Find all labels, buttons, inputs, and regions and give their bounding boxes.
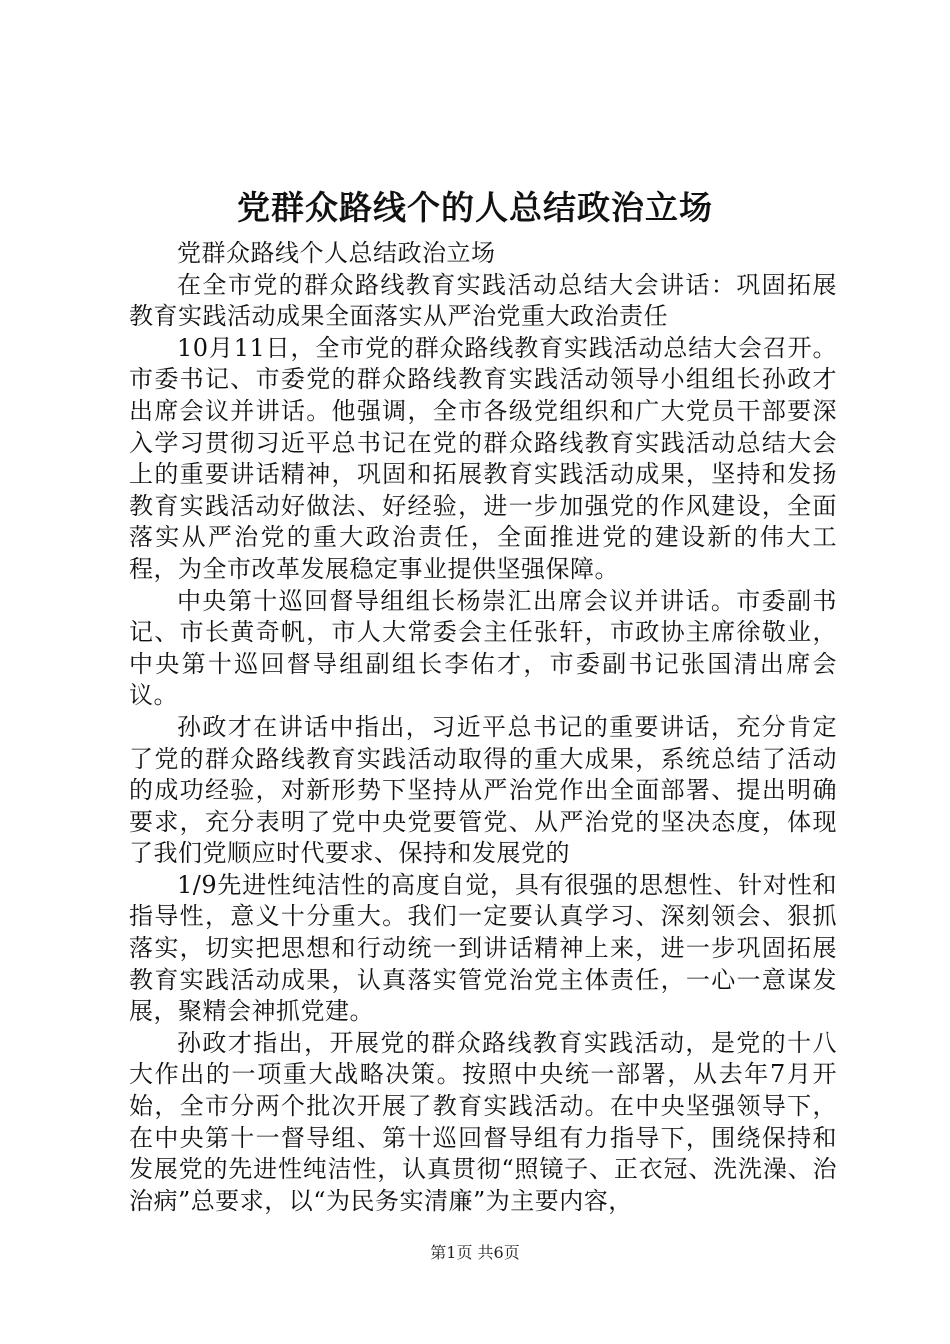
document-body xyxy=(129,238,837,1217)
document-title: 党群众路线个的人总结政治立场 xyxy=(237,188,713,227)
paragraph-activity-background: 孙政才指出，开展党的群众路线教育实践活动，是党的十八大作出的一项重大战略决策。按照中央统一部署，从去年7月开始，全市分两个批次开展了教育实践活动。在中央坚强领导下，在中央第十一督导组、第十巡回督导组有力指导下，围绕保持和发展党的先进性纯洁性，认真贯彻“照镜子、正衣冠、洗洗澡、治治病”总要求，以“为民务实清廉”为主要内容， xyxy=(129,1028,837,1215)
paragraph-meeting-summary: 10月11日，全市党的群众路线教育实践活动总结大会召开。市委书记、市委党的群众路线教育实践活动领导小组组长孙政才出席会议并讲话。他强调，全市各级党组织和广大党员干部要深入学习贯彻习近平总书记在党的群众路线教育实践活动总结大会上的重要讲话精神，巩固和拓展教育实践活动成果，坚持和发扬教育实践活动好做法、好经验，进一步加强党的作风建设，全面落实从严治党的重大政治责任，全面推进党的建设新的伟大工程，为全市改革发展稳定事业提供坚强保障。 xyxy=(129,333,837,583)
paragraph-speech-heading: 在全市党的群众路线教育实践活动总结大会讲话：巩固拓展教育实践活动成果全面落实从严治党重大政治责任 xyxy=(129,270,837,331)
page-footer: 第1页 共6页 xyxy=(430,1243,520,1262)
paragraph-speech-points: 孙政才在讲话中指出，习近平总书记的重要讲话，充分肯定了党的群众路线教育实践活动取得的重大成果，系统总结了活动的成功经验，对新形势下坚持从严治党作出全面部署、提出明确要求，充分表明了党中央党要管党、从严治党的坚决态度，体现了我们党顺应时代要求、保持和发展党的 xyxy=(129,712,837,868)
paragraph-subtitle: 党群众路线个人总结政治立场 xyxy=(177,239,496,267)
paragraph-significance: 1/9先进性纯洁性的高度自觉，具有很强的思想性、针对性和指导性，意义十分重大。我们一定要认真学习、深刻领会、狠抓落实，切实把思想和行动统一到讲话精神上来，进一步巩固拓展教育实践活动成果，认真落实管党治党主体责任，一心一意谋发展，聚精会神抓党建。 xyxy=(129,870,837,1026)
paragraph-attendees: 中央第十巡回督导组组长杨崇汇出席会议并讲话。市委副书记、市长黄奇帆，市人大常委会主任张轩，市政协主席徐敬业，中央第十巡回督导组副组长李佑才，市委副书记张国清出席会议。 xyxy=(129,586,837,710)
